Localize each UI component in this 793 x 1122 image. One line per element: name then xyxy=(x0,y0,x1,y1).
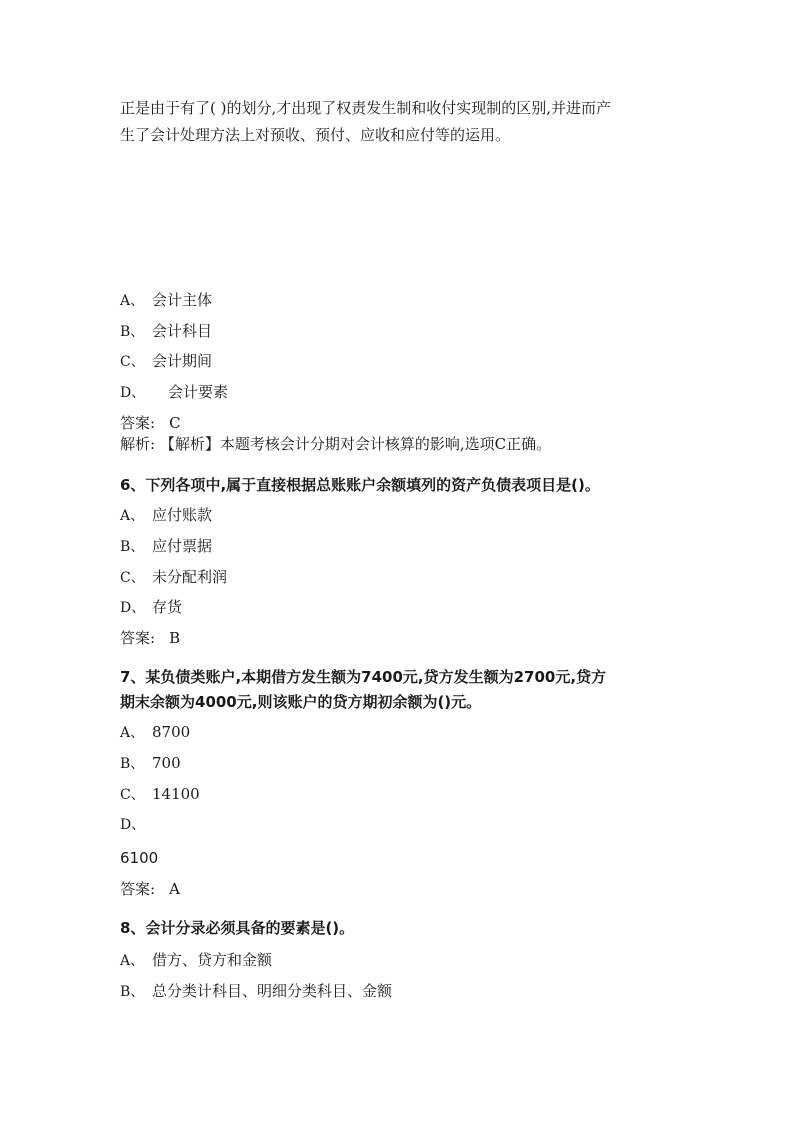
option-letter: C、 xyxy=(120,354,145,370)
option-text: 总分类计科目、明细分类科目、金额 xyxy=(152,982,393,1000)
option-letter: D、 xyxy=(120,600,146,616)
option-letter: C、 xyxy=(120,787,145,803)
answer-label: 答案: xyxy=(120,414,156,432)
q8-title: 8、会计分录必须具备的要素是()。 xyxy=(120,919,355,937)
option-text: 存货 xyxy=(152,598,183,616)
q7-title-line1: 7、某负债类账户,本期借方发生额为7400元,贷方发生额为2700元,贷方 xyxy=(120,668,607,686)
option-letter: B、 xyxy=(120,984,145,1000)
option-text: 会计科目 xyxy=(152,322,213,340)
q7-option-a xyxy=(120,722,190,743)
option-text: 8700 xyxy=(152,723,191,741)
q5-option-c xyxy=(120,351,212,372)
option-letter: A、 xyxy=(120,725,145,741)
option-letter: B、 xyxy=(120,756,145,772)
option-letter: C、 xyxy=(120,570,145,586)
q6-answer xyxy=(120,628,180,648)
answer-label: 答案: xyxy=(120,629,156,647)
q6-title: 6、下列各项中,属于直接根据总账账户余额填列的资产负债表项目是()。 xyxy=(120,476,600,494)
option-text: 未分配利润 xyxy=(152,568,228,586)
q7-option-d xyxy=(120,815,152,835)
option-text: 会计要素 xyxy=(168,383,229,401)
option-text: 应付票据 xyxy=(152,537,213,555)
q8-option-b xyxy=(120,981,392,1002)
q7-option-d-value: 6100 xyxy=(120,849,159,867)
q5-answer xyxy=(120,413,181,433)
analysis-label: 解析: xyxy=(120,435,156,453)
option-letter: A、 xyxy=(120,293,145,309)
q8-option-a xyxy=(120,950,272,971)
option-text: 会计期间 xyxy=(152,352,213,370)
option-letter: B、 xyxy=(120,539,145,555)
option-text: 700 xyxy=(152,754,181,772)
answer-label: 答案: xyxy=(120,880,156,898)
option-letter: A、 xyxy=(120,953,145,969)
q6-option-c xyxy=(120,567,227,588)
option-letter: B、 xyxy=(120,324,145,340)
answer-value: B xyxy=(169,629,181,647)
option-text: 会计主体 xyxy=(152,291,213,309)
q5-analysis xyxy=(120,434,551,454)
q5-stem-line2: 生了会计处理方法上对预收、预付、应收和应付等的运用。 xyxy=(120,126,511,144)
q7-option-b xyxy=(120,753,181,774)
option-text: 借方、贷方和金额 xyxy=(152,951,273,969)
q7-option-c xyxy=(120,784,200,805)
answer-value: A xyxy=(169,880,180,898)
option-letter: D、 xyxy=(120,385,146,401)
answer-value: C xyxy=(169,414,181,432)
option-letter: D、 xyxy=(120,817,146,833)
q6-option-a xyxy=(120,505,212,526)
q5-option-a xyxy=(120,290,212,311)
q6-option-b xyxy=(120,536,212,557)
q5-option-b xyxy=(120,321,212,342)
q5-stem-line1: 正是由于有了( )的划分,才出现了权责发生制和收付实现制的区别,并进而产 xyxy=(120,99,612,117)
q7-title-line2: 期末余额为4000元,则该账户的贷方期初余额为()元。 xyxy=(120,693,482,711)
option-text: 14100 xyxy=(152,785,200,803)
option-letter: A、 xyxy=(120,508,145,524)
option-text: 应付账款 xyxy=(152,506,213,524)
q6-option-d xyxy=(120,597,182,618)
q5-option-d xyxy=(120,382,228,403)
analysis-text: 【解析】本题考核会计分期对会计核算的影响,选项C正确。 xyxy=(159,435,552,453)
q7-answer xyxy=(120,879,180,899)
